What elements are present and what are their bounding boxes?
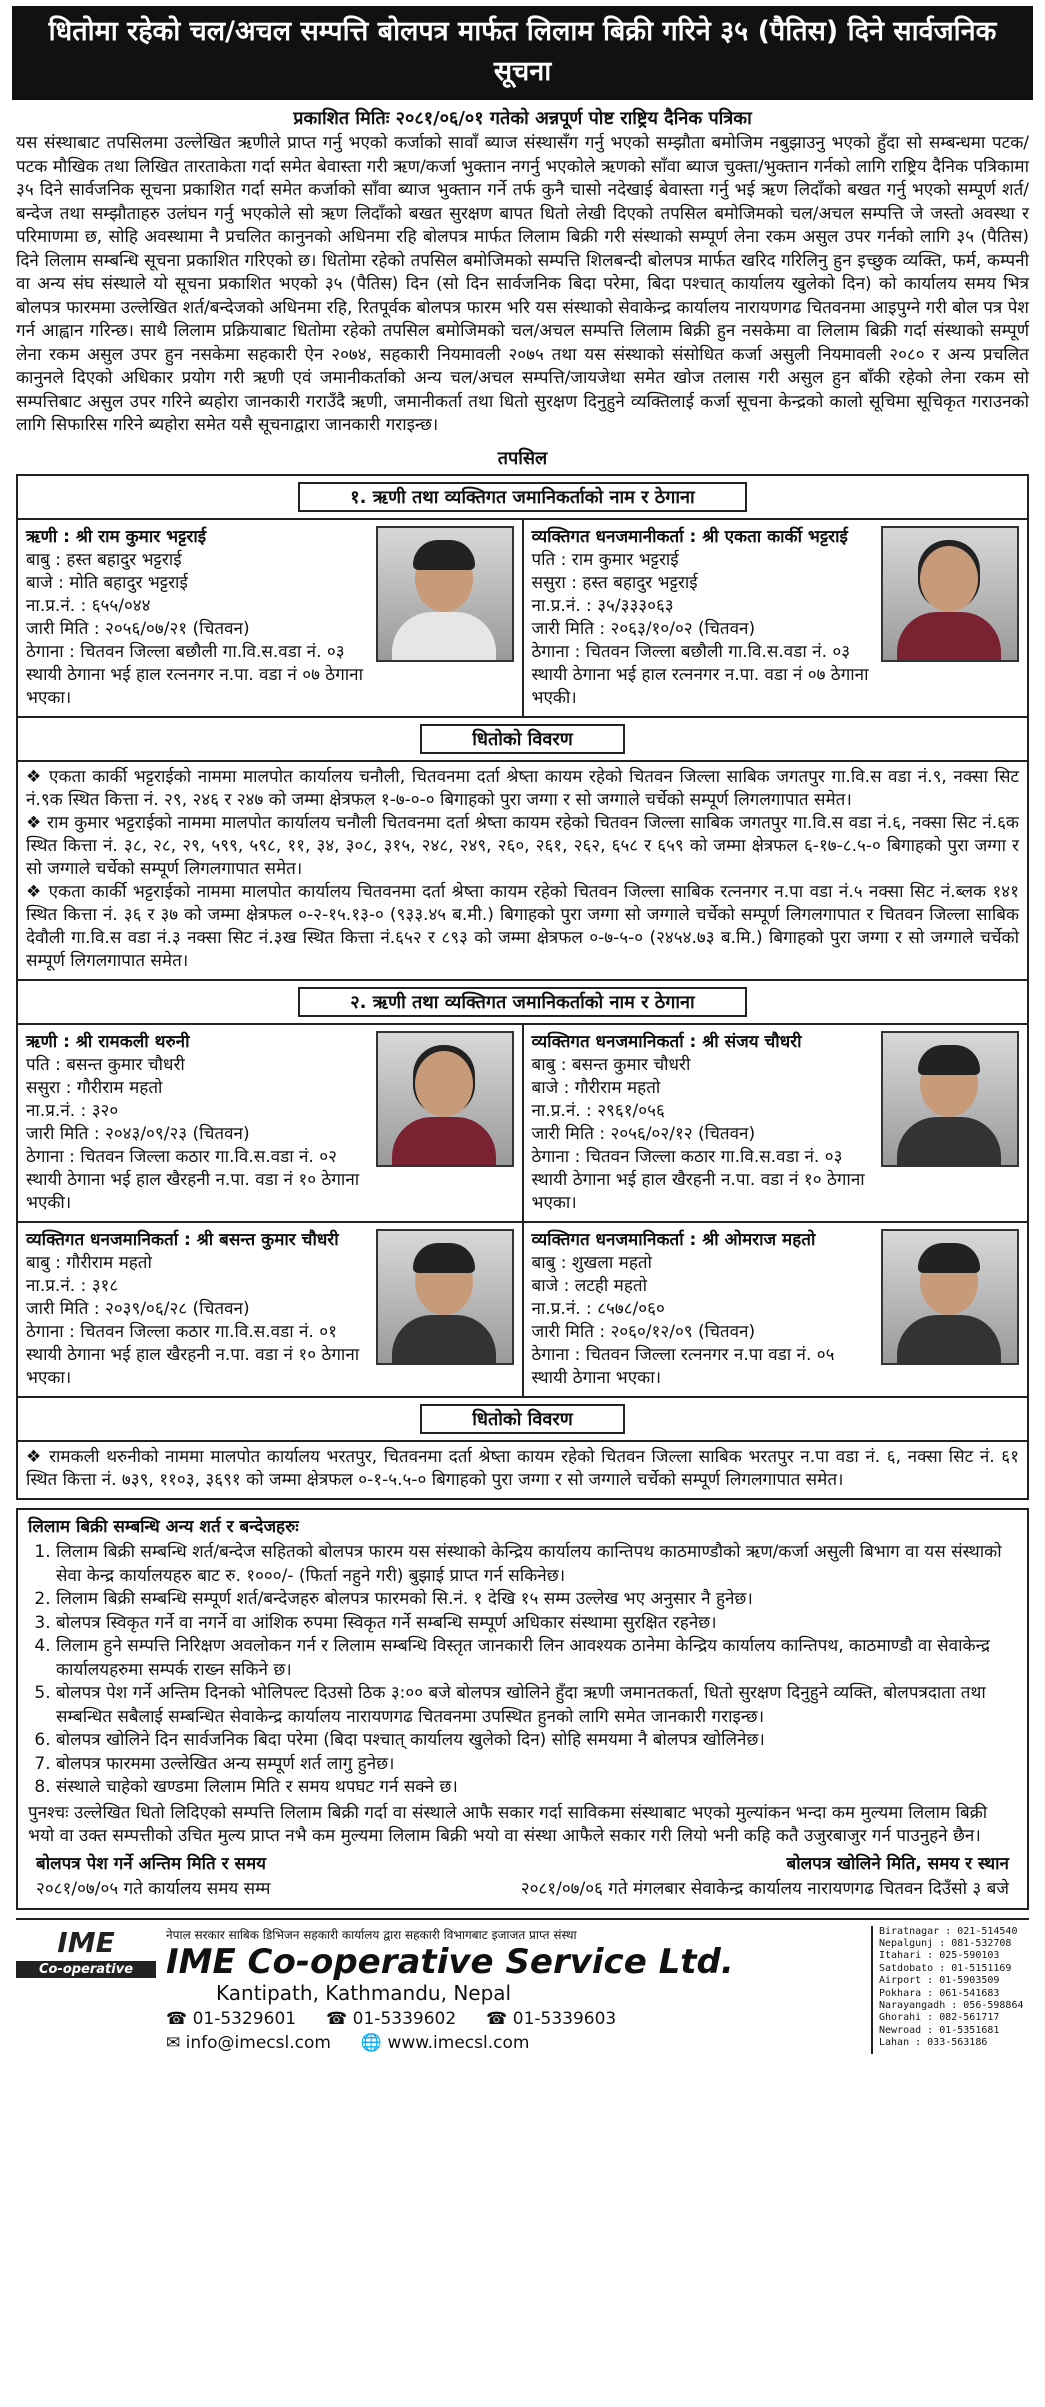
guarantor-4-photo: [881, 1229, 1019, 1365]
email-link[interactable]: ✉ info@imecsl.com: [166, 2032, 331, 2053]
collateral-1-heading: धितोको विवरण: [420, 724, 624, 754]
guarantor-2: व्यक्तिगत धनजमानिकर्ता : श्री संजय चौधरी बाबु : बसन्त कुमार चौधरी बाजे : गौरीराम महतो ना.प्र.नं. : २९६१/०५६ जारी मिति : २०५६/०२/१२ (चितवन) ठेगाना : चितवन जिल्ला कठार गा.वि.स.वडा नं. ०३ स्थायी ठेगाना भई हाल खैरहनी न.पा. वडा नं १० ठेगाना भएका।: [522, 1025, 1028, 1223]
sponsor-footer: [16, 1918, 1029, 2054]
opening-value: २०८१/०७/०६ गते मंगलबार सेवाकेन्द्र कार्यालय नारायणगढ चितवन दिउँसो ३ बजे: [520, 1879, 1009, 1899]
collateral-2: ❖ रामकली थरुनीको नाममा मालपोत कार्यालय भरतपुर, चितवनमा दर्ता श्रेष्ता कायम रहेको चितवन जिल्ला साबिक भरतपुर न.पा वडा नं. ६, नक्सा सिट नं. ६१ स्थित कित्ता नं. ७३९, ११०३, ३६९१ को जम्मा क्षेत्रफल ०-१-५.५-० बिगाहको पुरा जग्गा र सो जग्गाले चर्चेको सम्पूर्ण लिगलगापात समेत।: [26, 1446, 1019, 1490]
auction-terms: [16, 1508, 1029, 1910]
opening-label: बोलपत्र खोलिने मिति, समय र स्थान: [786, 1853, 1009, 1874]
section-2-heading: २. ऋणी तथा व्यक्तिगत जमानिकर्ताको नाम र ठेगाना: [298, 987, 746, 1017]
notice-title: धितोमा रहेको चल/अचल सम्पत्ति बोलपत्र मार्फत लिलाम बिक्री गरिने ३५ (पैतिस) दिने सार्वजनिक सूचना: [12, 6, 1033, 100]
guarantor-1-photo: [881, 526, 1019, 662]
web-link[interactable]: 🌐 www.imecsl.com: [360, 2032, 530, 2053]
term-item: 4. लिलाम हुने सम्पत्ति निरिक्षण अवलोकन गर्न र लिलाम सम्बन्धि विस्तृत जानकारी लिन आवश्यक ठानेमा केन्द्रिय कार्यालय कान्तिपथ, काठमाण्डौ वा सेवाकेन्द्र कार्यालयहरुमा सम्पर्क राख्न सकिने छ।: [56, 1635, 1017, 1682]
borrower-1: ऋणी : श्री राम कुमार भट्टराई बाबु : हस्त बहादुर भट्टराई बाजे : मोति बहादुर भट्टराई ना.प्र.नं. : ६५५/०४४ जारी मिति : २०५६/०७/२१ (चितवन) ठेगाना : चितवन जिल्ला बछौली गा.वि.स.वडा नं. ०३ स्थायी ठेगाना भई हाल रत्ननगर न.पा. वडा नं ०७ ठेगाना भएका।: [18, 520, 522, 718]
term-item: 2. लिलाम बिक्री सम्बन्धि सम्पूर्ण शर्त/बन्देजहरु बोलपत्र फारमको सि.नं. १ देखि १५ सम्म उल्लेख भए अनुसार नै हुनेछ।: [56, 1588, 1017, 1612]
postscript: पुनश्चः उल्लेखित धितो लिदिएको सम्पत्ति लिलाम बिक्री गर्दा वा संस्थाले आफै सकार गर्दा साविकमा संस्थाबाट भएको मुल्यांकन भन्दा कम मुल्यमा लिलाम बिक्री भयो वा उक्त सम्पत्तीको उचित मुल्य प्राप्त नभै कम मुल्यमा लिलाम बिक्री भयो वा संस्था आफैले सकार गरी लियो भनी कहि कतै उजुरबाजुर गर्न पाउनुहने छैन।: [28, 1802, 988, 1846]
deadline-value: २०८१/०७/०५ गते कार्यालय समय सम्म: [36, 1879, 271, 1899]
collateral-1: ❖ एकता कार्की भट्टराईको नाममा मालपोत कार्यालय चनौली, चितवनमा दर्ता श्रेष्ता कायम रहेको चितवन जिल्ला साबिक जगतपुर गा.वि.स वडा नं.९, नक्सा सिट नं.९क स्थित कित्ता नं. २९, २४६ र २४७ को जम्मा क्षेत्रफल १-७-०-० बिगाहको पुरा जग्गा र सो जग्गाले चर्चेको सम्पूर्ण लिगलगापात समेत। ❖ राम कुमार भट्टराईको नाममा मालपोत कार्यालय चनौली चितवनमा दर्ता श्रेष्ता कायम रहेको चितवन जिल्ला साबिक जगतपुर गा.वि.स वडा नं.६, नक्सा सिट नं.६क स्थित कित्ता नं. ३८, २८, २९, ५९९, ५९८, ११, ३४, ३०८, ३१५, २४८, २४९, २६०, २६१, २६२, ६५८ र ६५९ को जम्मा क्षेत्रफल ६-१७-८.५-० बिगाहको पुरा जग्गा र सो जग्गाले चर्चेको सम्पूर्ण लिगलगापात समेत। ❖ एकता कार्की भट्टराईको नाममा मालपोत कार्यालय चितवनमा दर्ता श्रेष्ता कायम रहेको चितवन जिल्ला साबिक रत्ननगर न.पा वडा नं.५ नक्सा सिट नं.ब्लक १४१ स्थित कित्ता नं. ३६ र ३७ को जम्मा क्षेत्रफल ०-२-१५.१३-० (९३३.४५ ब.मी.) बिगाहको पुरा जग्गा सो जग्गाले चर्चेको सम्पूर्ण लिगलगापात र चितवन जिल्ला साबिक देवौली गा.वि.स वडा नं.३ नक्सा सिट नं.३ख स्थित कित्ता नं.६५२ र ८९३ को जम्मा क्षेत्रफल ०-७-५-० (२४५४.७३ ब.मि.) बिगाहको पुरा जग्गा र सो जग्गाले चर्चेको सम्पूर्ण लिगलगापात समेत।: [26, 766, 1019, 971]
guarantor-2-photo: [881, 1031, 1019, 1167]
org-address: Kantipath, Kathmandu, Nepal: [216, 1980, 512, 2005]
guarantor-4: व्यक्तिगत धनजमानिकर्ता : श्री ओमराज महतो बाबु : शुखला महतो बाजे : लटही महतो ना.प्र.नं. : ८५७८/०६० जारी मिति : २०६०/१२/०९ (चितवन) ठेगाना : चितवन जिल्ला रत्ननगर न.पा वडा नं. ०५ स्थायी ठेगाना भएका।: [522, 1223, 1028, 1396]
section-1: [16, 474, 1029, 1500]
published-line: प्रकाशित मितिः २०८१/०६/०१ गतेको अन्नपूर्ण पोष्ट राष्ट्रिय दैनिक पत्रिका: [293, 108, 752, 129]
branch-list: Biratnagar : 021-514540 Nepalgunj : 081-532708 Itahari : 025-590103 Satdobato : 01-5151169 Airport : 01-5903509 Pokhara : 061-541683 Narayangadh : 056-598864 Ghorahi : 082-561717 Newroad : 01-5351681 Lahan : 033-563186: [871, 1926, 1029, 2054]
term-item: 6. बोलपत्र खोलिने दिन सार्वजनिक बिदा परेमा (बिदा पश्चात् कार्यालय खुलेको दिन) सोहि समयमा नै बोलपत्र खोलिनेछ।: [56, 1729, 1017, 1753]
section-1-heading: १. ऋणी तथा व्यक्तिगत जमानिकर्ताको नाम र ठेगाना: [298, 482, 746, 512]
borrower-2: ऋणी : श्री रामकली थरुनी पति : बसन्त कुमार चौधरी ससुरा : गौरीराम महतो ना.प्र.नं. : ३२० जारी मिति : २०४३/०९/२३ (चितवन) ठेगाना : चितवन जिल्ला कठार गा.वि.स.वडा नं. ०२ स्थायी ठेगाना भई हाल खैरहनी न.पा. वडा नं १० ठेगाना भएकी।: [18, 1025, 522, 1223]
phone-2[interactable]: ☎ 01-5339602: [326, 2008, 457, 2029]
borrower-1-photo: [376, 526, 514, 662]
guarantor-1: व्यक्तिगत धनजमानीकर्ता : श्री एकता कार्की भट्टराई पति : राम कुमार भट्टराई ससुरा : हस्त बहादुर भट्टराई ना.प्र.नं. : ३५/३३३०६३ जारी मिति : २०६३/१०/०२ (चितवन) ठेगाना : चितवन जिल्ला बछौली गा.वि.स.वडा नं. ०३ स्थायी ठेगाना भई हाल रत्ननगर न.पा. वडा नं ०७ ठेगाना भएकी।: [522, 520, 1028, 718]
term-item: 5. बोलपत्र पेश गर्ने अन्तिम दिनको भोलिपल्ट दिउसो ठिक ३:०० बजे बोलपत्र खोलिने हुँदा ऋणी जमानतकर्ता, धितो सुरक्षण दिनुहुने व्यक्ति, बोलपत्रदाता तथा सम्बन्धित सबैलाई सम्बन्धित सेवाकेन्द्र कार्यालय नारायणगढ चितवनमा उपस्थित हुनको लागि समेत जानकारी गराइन्छ।: [56, 1682, 1017, 1729]
tapsil-heading: तपसिल: [497, 447, 548, 469]
org-name: IME Co-operative Service Ltd.: [166, 1941, 734, 1982]
org-tagline: नेपाल सरकार साबिक डिभिजन सहकारी कार्यालय द्वारा सहकारी विभागबाट इजाजत प्राप्त संस्था: [166, 1927, 577, 1942]
terms-heading: लिलाम बिक्री सम्बन्धि अन्य शर्त र बन्देजहरुः: [28, 1516, 299, 1537]
phone-3[interactable]: ☎ 01-5339603: [486, 2008, 617, 2029]
phone-1[interactable]: ☎ 01-5329601: [166, 2008, 297, 2029]
ime-logo: IME Co-operative: [16, 1926, 156, 2054]
borrower-2-photo: [376, 1031, 514, 1167]
collateral-2-heading: धितोको विवरण: [420, 1404, 624, 1434]
term-item: 8. संस्थाले चाहेको खण्डमा लिलाम मिति र समय थपघट गर्न सक्ने छ।: [56, 1776, 1017, 1800]
intro-paragraph: यस संस्थाबाट तपसिलमा उल्लेखित ऋणीले प्राप्त गर्नु भएको कर्जाको सावाँ ब्याज संस्थासँग गर्नु भएको सम्झौता बमोजिम नबुझाउनु भएको हुँदा सो सम्बन्धमा पटक/पटक मौखिक तथा लिखित तारताकेता गर्दा समेत बेवास्ता गरी ऋण/कर्जा भुक्तान नगर्नु भएकोले ऋणको साँवा ब्याज चुक्ता/भुक्तान गर्नको लागि राष्ट्रिय दैनिक पत्रिकामा ३५ दिने सार्वजनिक सूचना प्रकाशित गर्दा समेत कर्जाको साँवा ब्याज भुक्तान गर्ने तर्फ कुनै चासो नदेखाई बेवास्ता गर्नु भई ऋण लिदाँको बखत गर्नु भएको सम्पूर्ण शर्त/बन्देज तथा सम्झौताहरु उलंघन गर्नु भएकोले सो ऋण लिदाँको बखत सुरक्षण बापत धितो लेखी दिएको तपसिल बमोजिमको चल/अचल सम्पत्ति जे जस्तो अवस्था र परिमाणमा छ, सोहि अवस्थामा नै प्रचलित कानुनको अधिनमा रहि बोलपत्र मार्फत लिलाम बिक्री गरी संस्थाको सम्पूर्ण लेना रकम असुल उपर गर्नको लागि ३५ (पैतिस) दिने लिलाम सम्बन्धि सूचना प्रकाशित गरिएको छ। धितोमा रहेको तपसिल बमोजिमको सम्पत्ति शिलबन्दी बोलपत्र मार्फत खरिद गरिलिनु हुन इच्छुक व्यक्ति, फर्म, कम्पनी वा अन्य संघ संस्थाले यो सूचना प्रकाशित भएको ३५ (पैतिस) दिन (सो दिन सार्वजनिक बिदा परेमा, बिदा पश्चात् कार्यालय खुलेको दिन) को कार्यालय समय भित्र बोलपत्र फारममा उल्लेखित शर्त/बन्देजको अधिनमा रहि, रितपूर्वक बोलपत्र फारम भरि यस संस्थाको सेवाकेन्द्र कार्यालय नारायणगढ चितवनमा आइपुग्ने गरी बोल पत्र पेश गर्न आह्वान गरिन्छ। साथै लिलाम प्रक्रियाबाट धितोमा रहेको तपसिल बमोजिमको चल/अचल सम्पत्ति लिलाम बिक्री हुन नसकेमा वा लिलाम बिक्री गर्दा संस्थाको सम्पूर्ण लेना रकम असुल उपर हुन नसकेमा सहकारी ऐन २०७४, सहकारी नियमावली २०७५ तथा यस संस्थाको संसोधित कर्जा असुली नियमावली २०८० र अन्य प्रचलित कानुनले दिएको अधिकार प्रयोग गरी ऋणी एवं जमानीकर्ताको अन्य चल/अचल सम्पत्ति/जायजेथा समेत खोज तलास गरी असुल हुन बाँकी रहेको लेना रकम सो सम्पत्तिबाट असुल उपर गरिने ब्यहोरा जानकारी गराउँदै ऋणी, जमानीकर्ता तथा धितो सुरक्षण दिनुहुने व्यक्तिलाई कर्जा सूचना केन्द्रको कालो सूचिमा सूचिकृत गराउनको लागि सिफारिस गरिने ब्यहोरा समेत यसै सूचनाद्वारा जानकारी गराइन्छ।: [16, 133, 1030, 435]
guarantor-3: व्यक्तिगत धनजमानिकर्ता : श्री बसन्त कुमार चौधरी बाबु : गौरीराम महतो ना.प्र.नं. : ३१८ जारी मिति : २०३९/०६/२८ (चितवन) ठेगाना : चितवन जिल्ला कठार गा.वि.स.वडा नं. ०१ स्थायी ठेगाना भई हाल खैरहनी न.पा. वडा नं १० ठेगाना भएका।: [18, 1223, 522, 1396]
term-item: 7. बोलपत्र फारममा उल्लेखित अन्य सम्पूर्ण शर्त लागु हुनेछ।: [56, 1753, 1017, 1777]
term-item: 3. बोलपत्र स्विकृत गर्ने वा नगर्ने वा आंशिक रुपमा स्विकृत गर्ने सम्बन्धि सम्पूर्ण अधिकार संस्थामा सुरक्षित रहनेछ।: [56, 1612, 1017, 1636]
term-item: 1. लिलाम बिक्री सम्बन्धि शर्त/बन्देज सहितको बोलपत्र फारम यस संस्थाको केन्द्रिय कार्यालय कान्तिपथ काठमाण्डौको ऋण/कर्जा असुली बिभाग वा यस संस्थाको सेवा केन्द्र कार्यालयहरु बाट रु. १०००/- (फिर्ता नहुने गरी) बुझाई प्राप्त गर्न सकिनेछ।: [56, 1541, 1017, 1588]
deadline-label: बोलपत्र पेश गर्ने अन्तिम मिति र समय: [36, 1853, 267, 1874]
guarantor-3-photo: [376, 1229, 514, 1365]
